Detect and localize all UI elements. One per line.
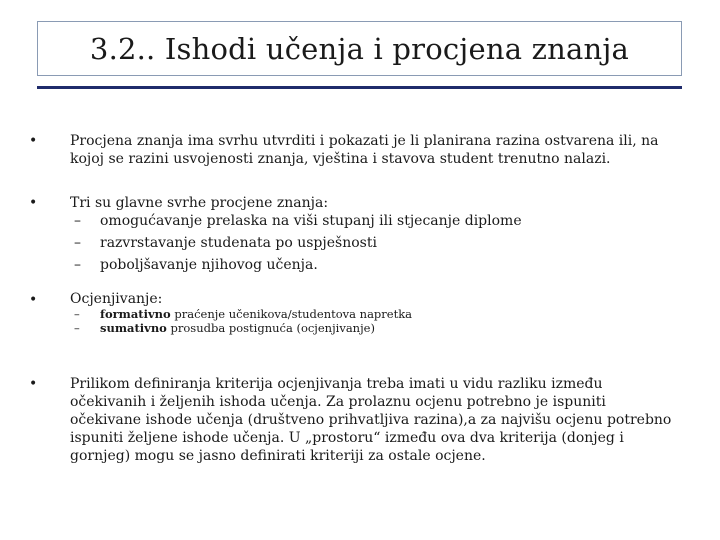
sub-text: praćenje učenikova/studentova napretka: [170, 307, 413, 321]
sub-text-row: [100, 322, 375, 335]
bullet-4-line-4: ispuniti željene ishode učenja. U „prostoru“ između ova dva kriterija (donjeg i: [70, 430, 624, 446]
sub-dash: –: [74, 235, 81, 251]
sub-text: prosudba postignuća (ocjenjivanje): [166, 321, 375, 335]
bullet-marker: •: [29, 195, 38, 211]
sub-dash: –: [74, 213, 81, 229]
bullet-1-text: [70, 132, 690, 168]
bullet-marker: •: [29, 376, 38, 392]
bullet-4-text: [70, 375, 690, 465]
sub-text: omogućavanje prelaska na viši stupanj ili stjecanje diplome: [100, 213, 522, 229]
sub-dash: –: [74, 321, 80, 335]
bullet-4-line-5: gornjeg) mogu se jasno definirati kriteriji za ostale ocjene.: [70, 448, 486, 464]
bullet-3-text: Ocjenjivanje:: [70, 291, 163, 307]
bullet-4-line-1: Prilikom definiranja kriterija ocjenjivanja treba imati u vidu razliku između: [70, 376, 603, 392]
sub-dash: –: [74, 307, 80, 321]
bullet-4-line-3: očekivane ishode učenja (društveno prihvatljiva razina),a za najvišu ocjenu potrebno: [70, 412, 672, 428]
bullet-1-line-1: Procjena znanja ima svrhu utvrditi i pokazati je li planirana razina ostvarena ili, na: [70, 133, 659, 149]
page-title: 3.2.. Ishodi učenja i procjena znanja: [89, 31, 630, 66]
sub-text: poboljšavanje njihovog učenja.: [100, 257, 318, 273]
bullet-1-line-2: kojoj se razini usvojenosti znanja, vještina i stavova student trenutno nalazi.: [70, 151, 611, 167]
sub-text-row: [100, 308, 412, 321]
term-formativno: formativno: [100, 307, 171, 321]
bullet-2-text: Tri su glavne svrhe procjene znanja:: [70, 195, 329, 211]
sub-text: razvrstavanje studenata po uspješnosti: [100, 235, 377, 251]
term-sumativno: sumativno: [100, 321, 167, 335]
bullet-marker: •: [29, 292, 38, 308]
bullet-4-line-2: očekivanih i željenih ishoda učenja. Za prolaznu ocjenu potrebno je ispuniti: [70, 394, 606, 410]
bullet-marker: •: [29, 133, 38, 149]
sub-dash: –: [74, 257, 81, 273]
